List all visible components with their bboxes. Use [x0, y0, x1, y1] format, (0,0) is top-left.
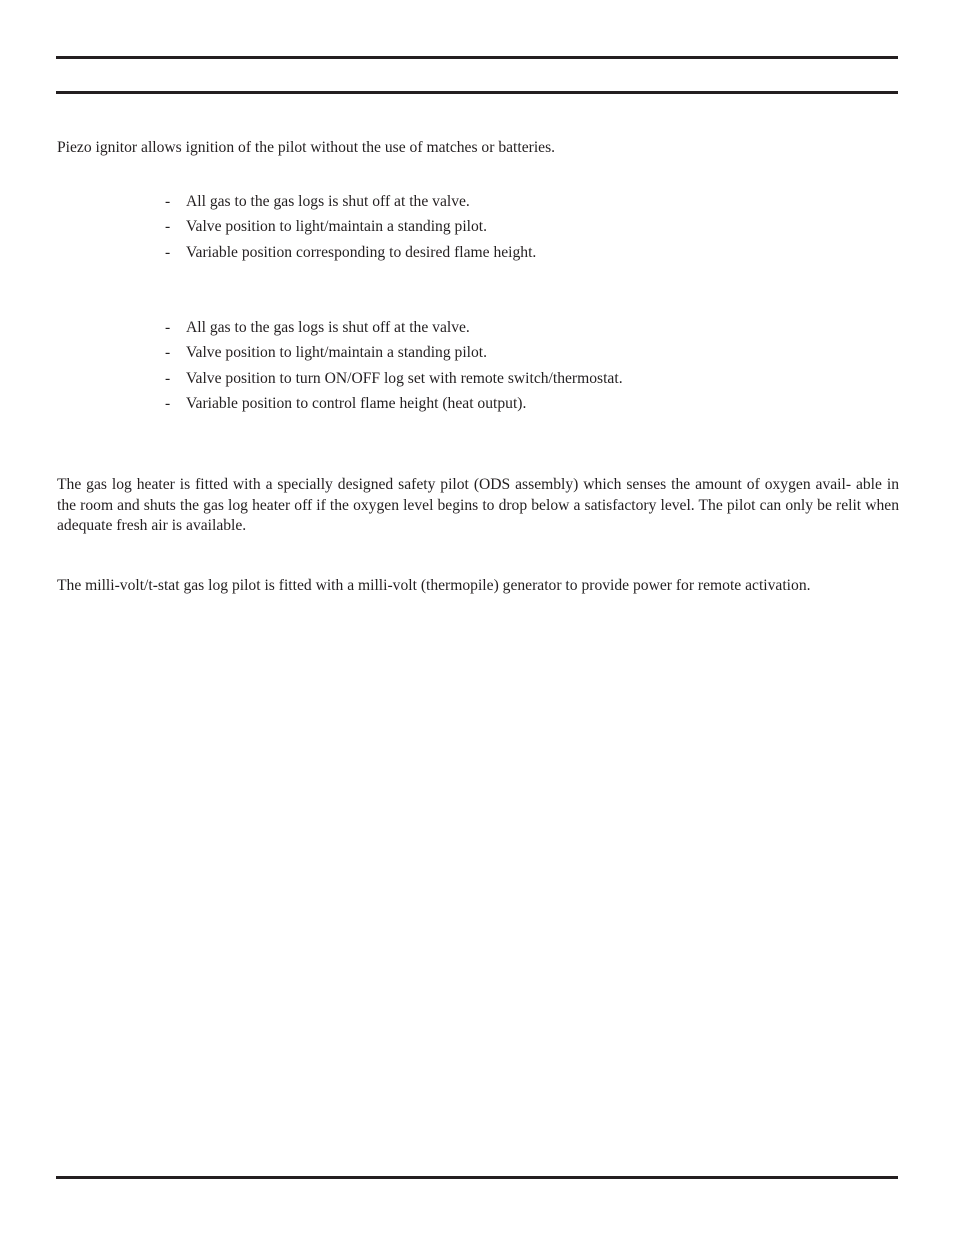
list-item-text: Valve position to light/maintain a standing pilot. — [186, 218, 488, 236]
list-item — [165, 343, 623, 368]
bullet-dash: - — [165, 193, 171, 210]
list-item — [165, 217, 536, 242]
list-item-text: All gas to the gas logs is shut off at the valve. — [186, 319, 470, 336]
list-item-text: Variable position to control flame height (heat output). — [186, 394, 527, 412]
bullet-dash: - — [165, 394, 171, 412]
list-item — [165, 394, 623, 419]
list-item — [165, 318, 623, 343]
bullet-dash: - — [165, 243, 171, 261]
ods-safety-pilot-paragraph: The gas log heater is fitted with a specially designed safety pilot (ODS assembly) which senses the amount of oxygen avail- able in the room and shuts the gas log heater off if the oxygen level begins to drop below a satisfactory level. The pilot can only be relit when adequate fresh air is available. — [57, 476, 899, 534]
bullet-dash: - — [165, 218, 171, 236]
list-item-text: Valve position to turn ON/OFF log set with remote switch/thermostat. — [186, 369, 623, 387]
bullet-dash: - — [165, 344, 171, 362]
list-item — [165, 243, 536, 268]
bullet-dash: - — [165, 369, 171, 387]
list-item — [165, 192, 536, 217]
header-rule — [56, 91, 898, 94]
list-item-text: All gas to the gas logs is shut off at the valve. — [186, 193, 470, 210]
footer-rule — [56, 1176, 898, 1179]
list-item-text: Valve position to light/maintain a standing pilot. — [186, 344, 488, 362]
millivolt-pilot-paragraph: The milli-volt/t-stat gas log pilot is fitted with a milli-volt (thermopile) generator to provide power for remote activation. — [57, 577, 811, 594]
valve-positions-list-millivolt — [165, 318, 623, 419]
bullet-dash: - — [165, 319, 171, 336]
list-item-text: Variable position corresponding to desired flame height. — [186, 243, 537, 261]
top-rule — [56, 56, 898, 59]
piezo-ignitor-paragraph: Piezo ignitor allows ignition of the pilot without the use of matches or batteries. — [57, 139, 556, 156]
valve-positions-list-standard — [165, 192, 536, 268]
list-item — [165, 369, 623, 394]
